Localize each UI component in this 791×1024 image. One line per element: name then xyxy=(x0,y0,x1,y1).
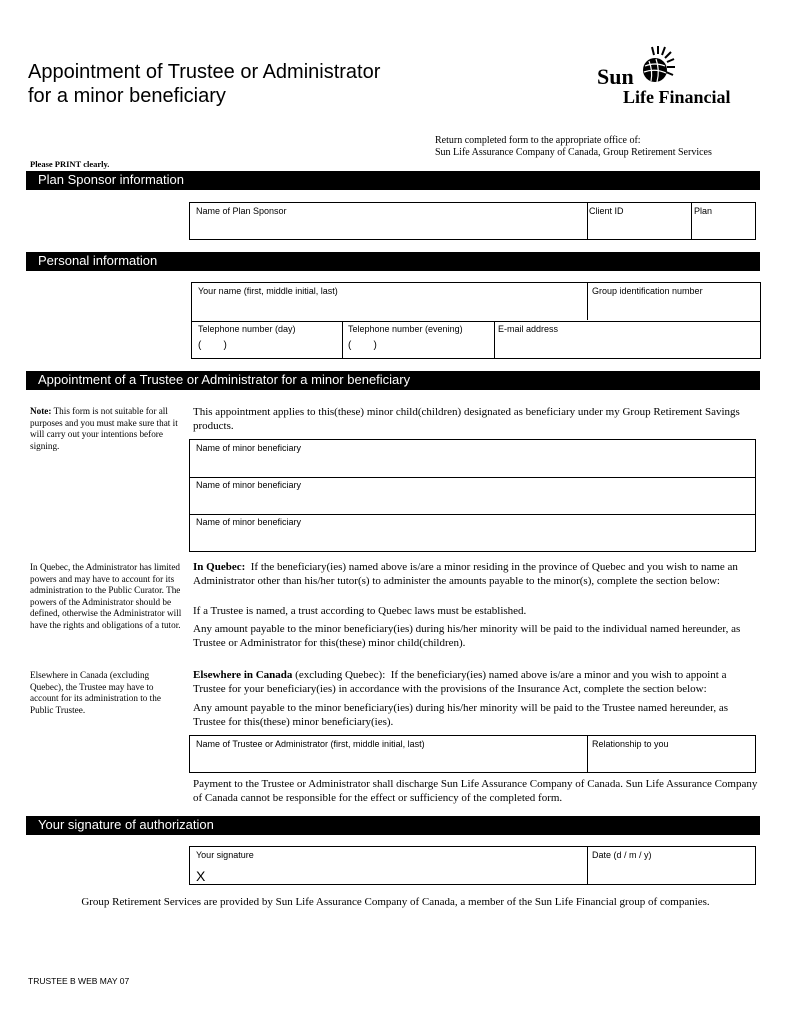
section-title-plan-sponsor: Plan Sponsor information xyxy=(38,172,184,187)
elsewhere-side-note: Elsewhere in Canada (excluding Quebec), the Trustee may have to account for its administration to the Public Trustee. xyxy=(30,670,161,715)
form-title-line-2: for a minor beneficiary xyxy=(28,85,226,107)
section-bar-signature xyxy=(26,816,760,835)
plan-sponsor-name-field[interactable] xyxy=(190,203,587,239)
quebec-side-note: In Quebec, the Administrator has limited powers and may have to account for its administration to the Public Curator. The powers of the Administrator should be defined, otherwise the Administrator will have the rights and obligations of a tutor. xyxy=(30,562,182,630)
discharge-statement: Payment to the Trustee or Administrator shall discharge Sun Life Assurance Company of Canada. Sun Life Assurance Company of Canada cannot be responsible for the effect or sufficiency of the completed form. xyxy=(193,778,758,804)
return-instructions-line-1: Return completed form to the appropriate office of: xyxy=(435,135,641,146)
group-id-label: Group identification number xyxy=(592,286,703,296)
signature-table xyxy=(189,846,756,885)
trustee-table xyxy=(189,735,756,773)
minor-beneficiary-table xyxy=(189,439,756,552)
phone-day-area-code: ( ) xyxy=(198,340,227,351)
quebec-payable-note: Any amount payable to the minor beneficiary(ies) during his/her minority will be paid to the individual named hereunder, as Trustee or Administrator for this(these) minor child(children). xyxy=(193,623,741,649)
section-bar-personal xyxy=(26,252,760,271)
quebec-text: If the beneficiary(ies) named above is/are a minor residing in the province of Quebec and you wish to name an Administrator other than his/her tutor(s) to administer the amounts payable to the minor(s), complete the section below: xyxy=(193,561,741,587)
date-label: Date (d / m / y) xyxy=(592,850,652,860)
plan-field[interactable] xyxy=(691,203,755,239)
signature-label: Your signature xyxy=(196,850,254,860)
quebec-trust-note: If a Trustee is named, a trust according to Quebec laws must be established. xyxy=(193,605,527,617)
sun-life-logo xyxy=(596,44,746,110)
personal-info-table xyxy=(191,282,761,359)
relationship-label: Relationship to you xyxy=(592,739,669,749)
note-bold-label: Note: xyxy=(30,406,52,416)
elsewhere-instructions xyxy=(193,669,760,696)
sun-globe-icon xyxy=(640,44,676,88)
elsewhere-bold-label: Elsewhere in Canada xyxy=(193,669,293,681)
section-title-signature: Your signature of authorization xyxy=(38,817,214,832)
logo-life-financial-text: Life Financial xyxy=(623,87,731,107)
minor-beneficiary-1-field[interactable] xyxy=(190,440,755,478)
date-field[interactable] xyxy=(587,847,755,884)
email-label: E-mail address xyxy=(498,324,559,334)
your-name-label: Your name (first, middle initial, last) xyxy=(198,286,338,296)
quebec-instructions xyxy=(193,561,760,588)
minor-beneficiary-2-field[interactable] xyxy=(190,477,755,515)
note-text: This form is not suitable for all purposes and you must make sure that it will carry out your intentions before signing. xyxy=(30,406,178,451)
minor-beneficiary-3-field[interactable] xyxy=(190,514,755,551)
trustee-name-label: Name of Trustee or Administrator (first, middle initial, last) xyxy=(196,739,425,749)
signature-field[interactable] xyxy=(190,847,587,884)
phone-evening-area-code: ( ) xyxy=(348,340,377,351)
group-id-field[interactable] xyxy=(587,283,760,321)
elsewhere-payable-note: Any amount payable to the minor beneficiary(ies) during his/her minority will be paid to the Trustee named hereunder, as Trustee for this(these) minor beneficiary(ies). xyxy=(193,702,729,728)
suitability-note xyxy=(30,406,184,452)
plan-sponsor-table xyxy=(189,202,756,240)
phone-evening-label: Telephone number (evening) xyxy=(348,324,463,334)
section-title-personal: Personal information xyxy=(38,253,158,268)
phone-day-field[interactable] xyxy=(192,321,342,358)
form-title-line-1: Appointment of Trustee or Administrator xyxy=(28,61,381,83)
plan-label: Plan xyxy=(694,206,713,216)
appointment-intro: This appointment applies to this(these) minor child(children) designated as beneficiary under my Group Retirement Savings products. xyxy=(193,406,740,432)
group-services-statement: Group Retirement Services are provided by Sun Life Assurance Company of Canada, a member of the Sun Life Financial group of companies. xyxy=(81,896,710,908)
relationship-field[interactable] xyxy=(587,736,755,772)
your-name-field[interactable] xyxy=(192,283,587,321)
client-id-label: Client ID xyxy=(589,206,624,216)
return-instructions-line-2: Sun Life Assurance Company of Canada, Group Retirement Services xyxy=(435,147,712,158)
signature-x-mark: X xyxy=(196,868,206,884)
section-bar-plan-sponsor xyxy=(26,171,760,190)
section-bar-appointment xyxy=(26,371,760,390)
phone-day-label: Telephone number (day) xyxy=(198,324,296,334)
section-title-appointment: Appointment of a Trustee or Administrator for a minor beneficiary xyxy=(38,372,411,387)
minor-beneficiary-1-label: Name of minor beneficiary xyxy=(196,443,302,453)
phone-evening-field[interactable] xyxy=(342,321,494,358)
plan-sponsor-name-label: Name of Plan Sponsor xyxy=(196,206,287,216)
minor-beneficiary-3-label: Name of minor beneficiary xyxy=(196,517,302,527)
print-clearly-note: Please PRINT clearly. xyxy=(30,159,110,169)
logo-sun-text: Sun xyxy=(597,64,634,89)
client-id-field[interactable] xyxy=(587,203,691,239)
trustee-name-field[interactable] xyxy=(190,736,587,772)
minor-beneficiary-2-label: Name of minor beneficiary xyxy=(196,480,302,490)
email-field[interactable] xyxy=(494,321,760,358)
elsewhere-text: (excluding Quebec): If the beneficiary(ies) named above is/are a minor and you wish to appoint a Trustee for your beneficiary(ies) in accordance with the provisions of the Insurance Act, complete the section below: xyxy=(193,669,730,695)
form-code: TRUSTEE B WEB MAY 07 xyxy=(28,976,130,986)
quebec-bold-label: In Quebec: xyxy=(193,561,246,573)
